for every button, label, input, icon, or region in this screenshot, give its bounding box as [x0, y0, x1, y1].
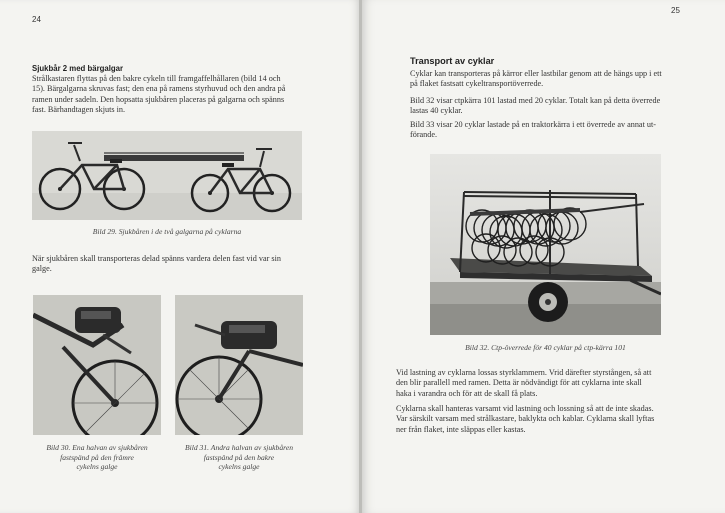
text-line: Bild 33 visar 20 cyklar lastade på en traktorkärra i ett överrede av annat ut-: [410, 120, 656, 129]
figure-29-photo: [32, 131, 302, 220]
text-line: ramen under sadeln. Den hopsatta sjukbåren placeras på galgarna och spänns: [32, 94, 285, 104]
text-line: Vid lastning av cyklarna lossas styrklammern. Vrid därefter styrstången, så att: [396, 368, 652, 377]
text-line: ner från flaket, inte släppas eller kastas.: [396, 424, 526, 434]
figure-30-caption: [33, 443, 161, 472]
figure-30-photo: [33, 295, 161, 435]
paragraph-5: [396, 404, 716, 435]
caption-line: cykelns galge: [218, 462, 260, 472]
text-line: på flaket fastsatt cykeltransportöverrede.: [410, 79, 544, 89]
page-number-left: 24: [32, 15, 41, 24]
figure-31-photo: [175, 295, 303, 435]
right-page: [362, 0, 725, 513]
caption-line: Bild 31. Andra halvan av sjukbåren: [185, 443, 293, 452]
section-heading-bicycle-transport: Transport av cyklar: [410, 56, 495, 66]
text-line: den blir parallell med ramen. Detta är nödvändigt för att cyklarna inte skall: [396, 378, 642, 388]
text-line: lastas 40 cyklar.: [410, 106, 463, 116]
figure-31-caption: [175, 443, 303, 472]
text-line: galge.: [32, 264, 52, 274]
caption-line: cykelns galge: [76, 462, 118, 472]
text-line: 15). Bärgalgarna skruvas fast; den ena på ramens styrhuvud och den andra på: [32, 84, 286, 94]
text-line: haka i varandra och för att de skall få plats.: [396, 388, 538, 398]
intro-paragraph: [32, 74, 332, 116]
figure-32-photo: [430, 154, 661, 335]
text-line: Cyklar kan transporteras på kärror eller lastbilar genom att de hängs upp i ett: [410, 69, 662, 78]
paragraph-1: [410, 69, 710, 90]
paragraph-4: [396, 368, 716, 399]
section-heading-stretcher: Sjukbår 2 med bärgalgar: [32, 64, 123, 73]
text-line: fast. Bärhandtagen skjuts in.: [32, 105, 126, 115]
figure-32-caption: Bild 32. Ctp-överrede för 40 cyklar på ctp-kärra 101: [465, 343, 626, 352]
caption-line: fastspänd på den bakre: [203, 452, 275, 462]
text-line: Strålkastaren flyttas på den bakre cykeln till framgaffelhållaren (bild 14 och: [32, 74, 281, 83]
text-line: Var särskilt varsam med strålkastare, baklykta och kablar. Cyklarna skall lyftas: [396, 414, 655, 424]
paragraph-2: [410, 96, 710, 117]
text-line: förande.: [410, 130, 438, 140]
caption-line: Bild 30. Ena halvan av sjukbåren: [46, 443, 148, 452]
left-page: [0, 0, 360, 513]
figure-29-caption: Bild 29. Sjukbåren i de två galgarna på cyklarna: [92, 227, 242, 236]
text-line: När sjukbåren skall transporteras delad spänns vardera delen fast vid var sin: [32, 254, 281, 263]
transport-paragraph: [32, 254, 332, 275]
paragraph-3: [410, 120, 710, 141]
caption-line: fastspänd på den främre: [60, 452, 134, 462]
text-line: Bild 32 visar ctpkärra 101 lastad med 20 cyklar. Totalt kan på detta överrede: [410, 96, 661, 105]
page-number-right: 25: [671, 6, 680, 15]
text-line: Cyklarna skall hanteras varsamt vid lastning och lossning så att de inte skadas.: [396, 404, 654, 413]
